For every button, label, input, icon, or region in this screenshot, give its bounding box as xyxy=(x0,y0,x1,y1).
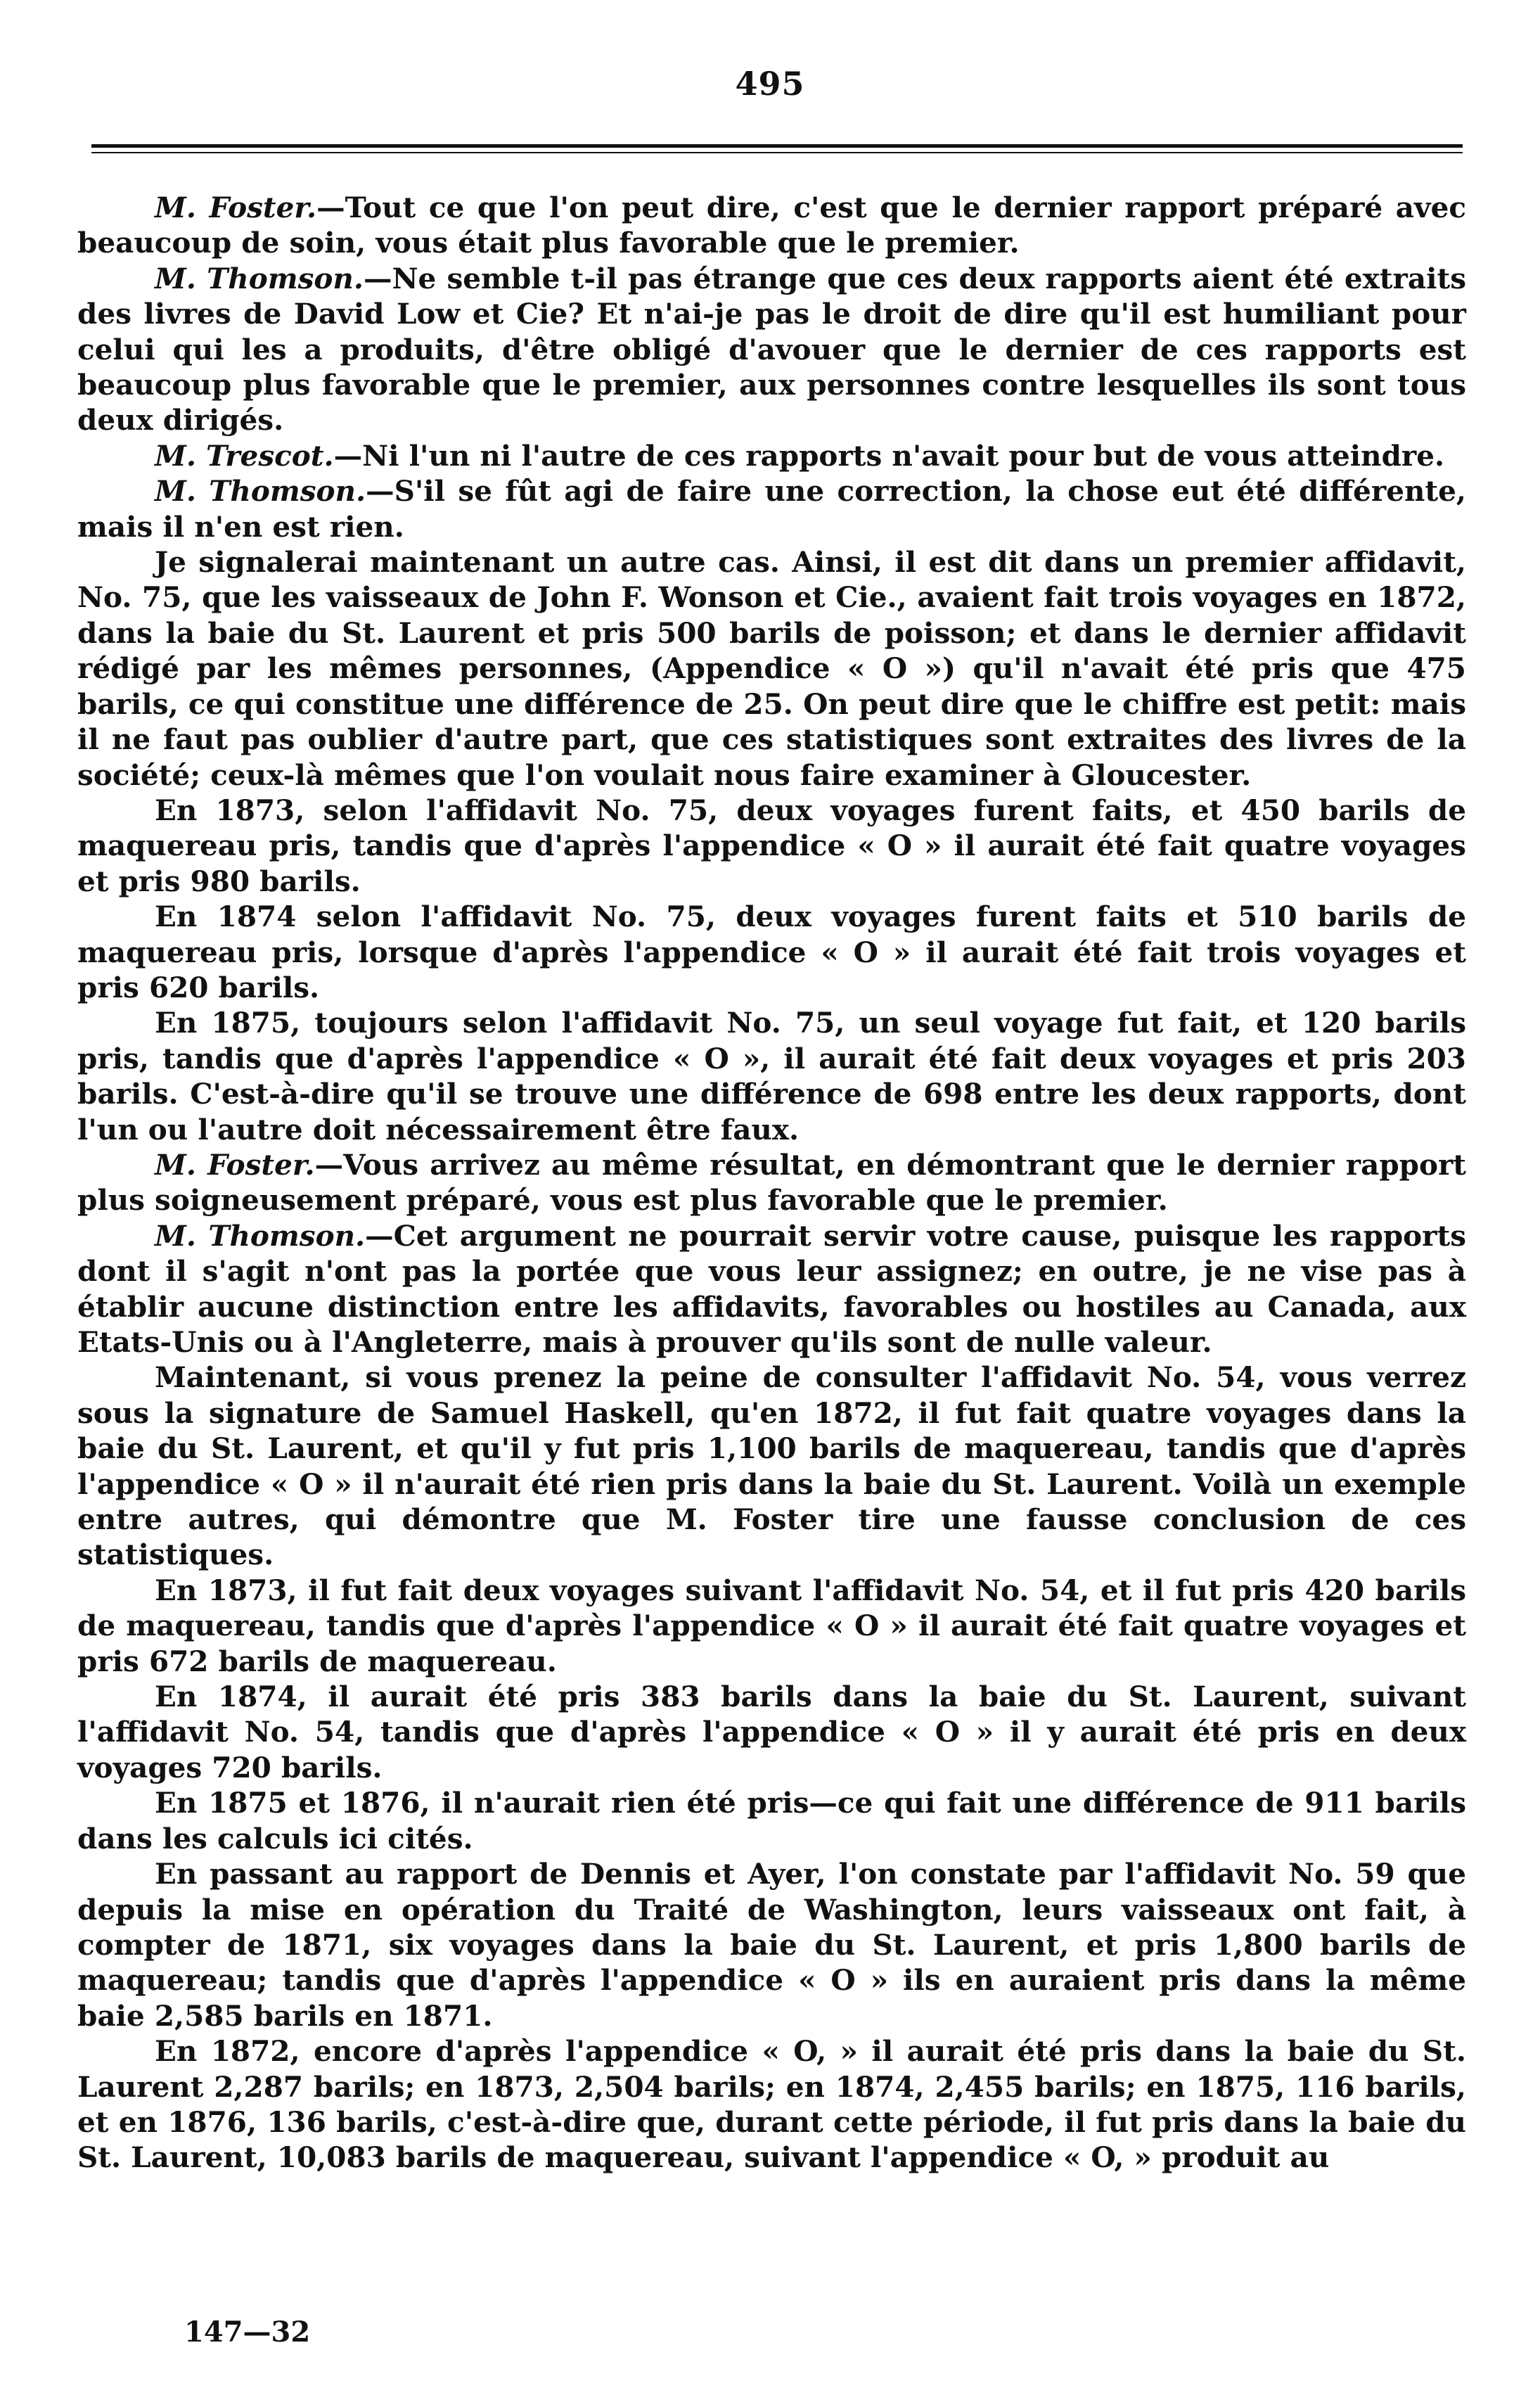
paragraph xyxy=(77,2033,1466,2176)
page-number: 495 xyxy=(735,65,805,103)
paragraph-text: —Tout ce que l'on peut dire, c'est que le dernier rapport préparé avec beaucoup de soin, vous était plus favorable que le premier. xyxy=(77,191,1467,260)
paragraph-text: —S'il se fût agi de faire une correction, la chose eut été différente, mais il n'en est rien. xyxy=(77,474,1466,544)
body-text xyxy=(77,190,1466,2176)
paragraph-text: En 1875, toujours selon l'affidavit No. 75, un seul voyage fut fait, et 120 barils pris, tandis que d'après l'appendice « O », il aurait été fait deux voyages et pris 203 barils. C'est-à-dire qu'il se trouve une différence de 698 entre les deux rapports, dont l'un ou l'autre doit nécessairement être faux. xyxy=(77,1006,1466,1147)
paragraph-text: En 1874, il aurait été pris 383 barils dans la baie du St. Laurent, suivant l'affidavit No. 54, tandis que d'après l'appendice « O » il y aurait été pris en deux voyages 720 barils. xyxy=(77,1680,1466,1784)
header-rule-thin xyxy=(91,152,1463,153)
paragraph-text: En 1875 et 1876, il n'aurait rien été pris—ce qui fait une différence de 911 barils dans les calculs ici cités. xyxy=(77,1786,1466,1856)
paragraph-text: En 1874 selon l'affidavit No. 75, deux voyages furent faits et 510 barils de maquereau pris, lorsque d'après l'appendice « O » il aurait été fait trois voyages et pris 620 barils. xyxy=(77,900,1466,1004)
paragraph xyxy=(77,1856,1466,2033)
paragraph xyxy=(77,261,1466,438)
paragraph-text: —Cet argument ne pourrait servir votre cause, puisque les rapports dont il s'agit n'ont pas la portée que vous leur assignez; en outre, je ne vise pas à établir aucune distinction entre les affidavits, favorables ou hostiles au Canada, aux Etats-Unis ou à l'Angleterre, mais à prouver qu'ils sont de nulle valeur. xyxy=(77,1218,1466,1359)
paragraph-text: En 1873, il fut fait deux voyages suivant l'affidavit No. 54, et il fut pris 420 barils de maquereau, tandis que d'après l'appendice « O » il aurait été fait quatre voyages et pris 672 barils de maquereau. xyxy=(77,1573,1466,1678)
paragraph-text: Maintenant, si vous prenez la peine de consulter l'affidavit No. 54, vous verrez sous la signature de Samuel Haskell, qu'en 1872, il fut fait quatre voyages dans la baie du St. Laurent, et qu'il y fut pris 1,100 barils de maquereau, tandis que d'après l'appendice « O » il n'aurait été rien pris dans la baie du St. Laurent. Voilà un exemple entre autres, qui démontre que M. Foster tire une fausse conclusion de ces statistiques. xyxy=(77,1360,1466,1572)
paragraph-text: En passant au rapport de Dennis et Ayer, l'on constate par l'affidavit No. 59 que depuis la mise en opération du Traité de Washington, leurs vaisseaux ont fait, à compter de 1871, six voyages dans la baie du St. Laurent, et pris 1,800 barils de maquereau; tandis que d'après l'appendice « O » ils en auraient pris dans la même baie 2,585 barils en 1871. xyxy=(77,1857,1466,2033)
paragraph xyxy=(77,1785,1466,1856)
paragraph-text: En 1873, selon l'affidavit No. 75, deux voyages furent faits, et 450 barils de maquereau pris, tandis que d'après l'appendice « O » il aurait été fait quatre voyages et pris 980 barils. xyxy=(77,793,1466,898)
paragraph xyxy=(77,1147,1466,1218)
paragraph xyxy=(77,899,1466,1005)
paragraph-text: —Ne semble t-il pas étrange que ces deux rapports aient été extraits des livres de David Low et Cie? Et n'ai-je pas le droit de dire qu'il est humiliant pour celui qui les a produits, d'être obligé d'avouer que le dernier de ces rapports est beaucoup plus favorable que le premier, aux personnes contre lesquelles ils sont tous deux dirigés. xyxy=(77,261,1466,438)
paragraph xyxy=(77,473,1466,544)
paragraph xyxy=(77,1573,1466,1679)
speaker-name: M. Thomson. xyxy=(155,1218,366,1253)
paragraph-text: —Ni l'un ni l'autre de ces rapports n'avait pour but de vous atteindre. xyxy=(333,438,1445,473)
paragraph xyxy=(77,1005,1466,1147)
paragraph xyxy=(77,1360,1466,1572)
signature-mark: 147—32 xyxy=(184,2316,311,2349)
paragraph xyxy=(77,1218,1466,1360)
paragraph-text: En 1872, encore d'après l'appendice « O, » il aurait été pris dans la baie du St. Laurent 2,287 barils; en 1873, 2,504 barils; en 1874, 2,455 barils; en 1875, 116 barils, et en 1876, 136 barils, c'est-à-dire que, durant cette période, il fut pris dans la baie du St. Laurent, 10,083 barils de maquereau, suivant l'appendice « O, » produit au xyxy=(77,2034,1466,2175)
speaker-name: M. Thomson. xyxy=(155,474,366,509)
paragraph xyxy=(77,190,1466,261)
paragraph xyxy=(77,1679,1466,1785)
header-rule-thick xyxy=(91,144,1463,148)
speaker-name: M. Thomson. xyxy=(155,261,364,295)
speaker-name: M. Foster. xyxy=(155,191,317,224)
paragraph xyxy=(77,793,1466,899)
speaker-name: M. Foster. xyxy=(155,1147,315,1182)
paragraph-text: —Vous arrivez au même résultat, en démontrant que le dernier rapport plus soigneusement préparé, vous est plus favorable que le premier. xyxy=(77,1147,1467,1218)
paragraph-text: Je signalerai maintenant un autre cas. Ainsi, il est dit dans un premier affidavit, No. 75, que les vaisseaux de John F. Wonson et Cie., avaient fait trois voyages en 1872, dans la baie du St. Laurent et pris 500 barils de poisson; et dans le dernier affidavit rédigé par les mêmes personnes, (Appendice « O ») qu'il n'avait été pris que 475 barils, ce qui constitue une différence de 25. On peut dire que le chiffre est petit: mais il ne faut pas oublier d'autre part, que ces statistiques sont extraites des livres de la société; ceux-là mêmes que l'on voulait nous faire examiner à Gloucester. xyxy=(77,545,1466,792)
paragraph xyxy=(77,544,1466,793)
speaker-name: M. Trescot. xyxy=(155,438,334,473)
paragraph xyxy=(77,438,1466,473)
